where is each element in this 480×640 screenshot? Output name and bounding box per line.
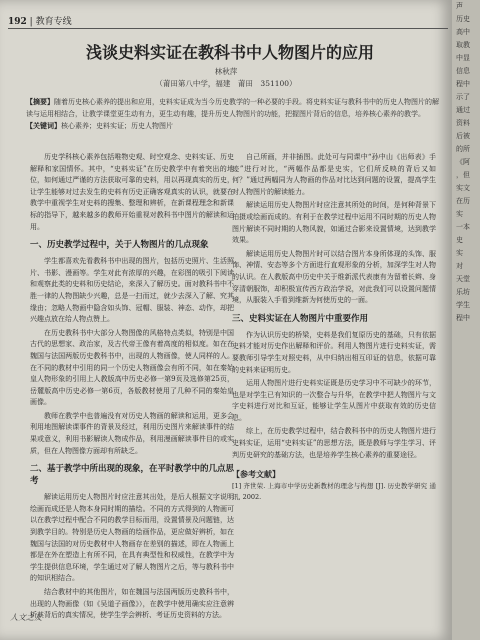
page-number: 192 xyxy=(8,17,27,27)
affiliation: （莆田第八中学，福建 莆田 351100） xyxy=(155,79,297,88)
paragraph: 教师在教学中也普遍没有对历史人物画的解读和运用，更多会利用地图解读课事件的背景及经过，利用历史图片来解读事件的结果或意义，利用书影解读人物成作品，利用漫画解读事件目的或实质，但在人物图像方面却有所缺乏。 xyxy=(30,411,234,455)
page-header: 192 | 教育专线 xyxy=(8,14,448,29)
adjacent-page-fragment: 天堂 xyxy=(456,275,470,283)
paragraph: 作为认识历史的桥梁，史料是我们复原历史的基础，只有依据史料才能对历史作出解释和评价。利用人物图片进行史料实证，需要教师引导学生对照史料，从中归纳出相互印证的信息，依据可靠的史料来证明历史。 xyxy=(232,330,436,374)
paragraph: 运用人物图片进行史料实证既是历史学习中不可缺少的环节，也是对学生已有知识的一次整合与升华，在教学中把人物图片与文字史料进行对比和互证，能够让学生从图片中获取有效的历史信息。 xyxy=(232,379,436,422)
reference-item: [1] 齐世荣. 上海市中学历史新教材的理念与构想 [J]. 历史教学研究 通讯, 2002. xyxy=(232,481,436,502)
adjacent-page-fragment: 实 xyxy=(456,249,463,257)
abstract-text: 随着历史核心素养的提出和应用，史料实证成为当今历史教学的一种必要的手段。将史料实证与教科书中的历史人物图片的解读与运用相结合，让教学课堂更生动有力，更生动有趣，提升历史人物图片的功能，把握图片背后的信息，培养核心素养的教学。 xyxy=(26,98,439,118)
adjacent-page-edge xyxy=(452,0,480,640)
adjacent-page-fragment: 的所 xyxy=(456,145,470,153)
abstract xyxy=(26,96,444,132)
adjacent-page-fragment: 程中 xyxy=(456,314,470,322)
paragraph: 解读运用历史人物图片时可以结合图片本身所体现的头饰、服饰、神情、安态等多个方面进行直观形象的分析，加深学生对人物的认识。在人教版高中历史中关于维新派代表康有为留着长辫、身穿清朝服饰，却积极宣传西方政治学说，对此我们可以设置问题情境，从服装入手看到维新为何使历史的一面。 xyxy=(232,249,436,305)
adjacent-page-fragment: 通过 xyxy=(456,106,470,114)
adjacent-page-fragment: 高中 xyxy=(456,28,470,36)
section-name: 教育专线 xyxy=(35,17,72,27)
adjacent-page-fragment: 中显 xyxy=(456,54,470,62)
keywords-label: 【关键词】 xyxy=(26,121,61,130)
paragraph: 自己所画，并非插图。此处可与同课中“孙中山《出师表》手迹”进行对比，“两幅作品都是史实，它们所反映的背后又如何？”通过两幅同为人物画的作品对比达到问题的设置，提高学生对人物图片的解读能力。 xyxy=(232,153,436,196)
footer: 人文之友 xyxy=(10,613,42,622)
adjacent-page-fragment: 程中 xyxy=(456,80,470,88)
paragraph: 解读运用历史人物图片时应注意其所处的时间，是何种背景下拍摄或绘画而成的。有利于在教学过程中运用不同时期的历史人物图片解读不同时期的人物风貌，如通过合影来设置情境，达到教学效果。 xyxy=(232,201,436,245)
adjacent-page-fragment: 后被 xyxy=(456,132,470,140)
adjacent-page-fragment: 实 xyxy=(456,210,463,218)
adjacent-page-fragment: 对 xyxy=(456,262,463,270)
adjacent-page-fragment: 资料 xyxy=(456,119,470,127)
author: 林秋萍 xyxy=(214,67,238,76)
adjacent-page-fragment: 乐坊 xyxy=(456,288,470,296)
right-column xyxy=(232,152,436,506)
adjacent-page-fragment: 实文 xyxy=(456,184,470,192)
adjacent-page-fragment: 《阿 xyxy=(456,158,470,166)
adjacent-page-fragment: 一本 xyxy=(456,223,470,231)
adjacent-page-fragment: 历史 xyxy=(456,15,470,23)
references-heading: 【参考文献】 xyxy=(232,470,280,480)
adjacent-page-fragment: 示了 xyxy=(456,93,470,101)
adjacent-page-fragment: 史 xyxy=(456,236,463,244)
section-heading: 一、历史教学过程中，关于人物图片的几点现象 xyxy=(30,240,209,251)
section-heading: 二、基于教学中所出现的现象，在平时教学中的几点思考 xyxy=(30,464,235,487)
left-column xyxy=(30,152,234,624)
adjacent-page-fragment: 信息 xyxy=(456,67,470,75)
abstract-label: 【摘要】 xyxy=(26,97,54,106)
paragraph: 综上，在历史教学过程中，结合教科书中的历史人物图片进行史料实证，运用“史料实证”的思想方法，既是教师与学生学习、评判历史研究的基础方法，也是培养学生核心素养的重要途径。 xyxy=(232,427,436,459)
adjacent-page-fragment: 取教 xyxy=(456,41,470,49)
keywords: 核心素养；史料实证；历史人物图片 xyxy=(61,122,173,130)
paragraph: 结合教材中的其他图片，如在魏国与法国两版历史教科书中，出现的人物画像（如《吴道子画像》），在教学中使用确实应注意辨析其背后的真实情况，使学生学会辨析、考证历史资料的方法。 xyxy=(30,588,234,620)
paragraph: 历史学科核心素养包括唯物史观、时空观念、史料实证、历史解释和家国情怀。其中，“史料实证”在历史教学中有着突出的地位，如何通过严谨的方法获取可靠的史料，用以再现真实的历史，让学生能够对过去发生的史料有历史正确客观真实的认识，就要在教学中重视学生对史料的搜集、整理和辨析，在新课程理念和新课标的指导下，越来越多的教师开始重视对教科书中图片的解读和运用。 xyxy=(30,153,234,231)
paragraph: 在历史教科书中大部分人物图像的风格特点类似，特别是中国古代的思想家、政治家，及古代帝王像有着高度的相似度。如在在魏国与法国两版历史教科书中，出现的人物画像，使人同样的人。在不同的教材中引用的同一个历史人物画像会有所不同，如在秦始皇人物形象的引用上人教版高中历史必修一第9页及选修第25页，岳麓版高中历史必修一第6页，各版教材使用了几种不同的秦始皇画像。 xyxy=(30,328,234,407)
adjacent-page-fragment: 在历 xyxy=(456,197,470,205)
adjacent-page-fragment: 声 xyxy=(456,2,463,10)
paragraph: 解读运用历史人物图片时应注意其出处，是后人根据文字说明绘画而成还是人物本身同时期的描绘。不同的方式得到的人物画可以在教学过程中配合不同的教学目标而用，设置情景及问题链，达到教学目的。特别是历史人物画的绘画作品，更应做好辨析，如在魏国与法国的对历史教材中人物画存在差别的描述，即在人物画上都是在外在塑造上有所不同，在具有典型性和权威性，在教学中为学生提供信息环境，学生通过对了解人物图片之后，等与教科书中的知识相结合。 xyxy=(30,493,234,583)
article-title: 浅谈史料实证在教科书中人物图片的应用 xyxy=(85,43,374,62)
paragraph: 学生都喜欢先看教科书中出现的图片，包括历史照片、生活照片、书影、漫画等。学生对此有浓厚的兴趣，在彩图的吸引下阅读和观察此类的史料和历史结论，来深入了解历史。面对教科书中不胜一律的人物图缺少兴趣，总是一扫而过，就少去深入了解、究其缘由；忽略人物画中隐含如头饰、冠帽、服装、神态、动作，却把兴趣点放在给人物点赞上。 xyxy=(30,257,234,324)
adjacent-page-fragment: 学生 xyxy=(456,301,470,309)
adjacent-page-fragment: ，但 xyxy=(456,171,470,179)
section-heading: 三、史料实证在人物图片中重要作用 xyxy=(232,313,369,324)
